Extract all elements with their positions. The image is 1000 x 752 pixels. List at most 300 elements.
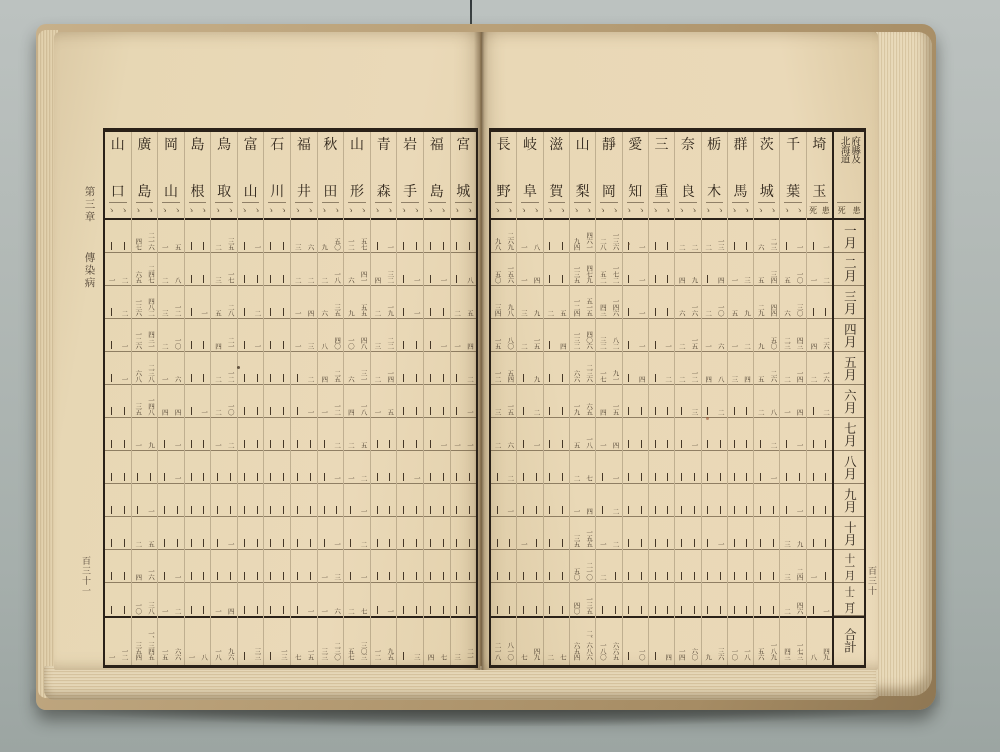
sublabel: ゝ <box>332 205 341 215</box>
prefecture-name-char: 山 <box>163 184 178 200</box>
prefecture-name <box>291 132 317 202</box>
patients-subcell <box>740 418 753 450</box>
deaths-dash <box>191 308 192 316</box>
sublabel: ゝ <box>439 205 448 215</box>
data-cell <box>264 517 290 550</box>
deaths-subcell <box>596 319 609 351</box>
prefecture-header <box>728 132 753 220</box>
deaths-value: 一五 <box>493 337 502 349</box>
total-label <box>834 616 864 662</box>
data-cell <box>371 550 397 583</box>
data-cell <box>675 451 700 484</box>
data-cell <box>570 583 595 616</box>
patients-subcell <box>504 286 517 318</box>
deaths-value: 五七 <box>346 648 355 660</box>
data-cell <box>517 616 542 662</box>
data-cell <box>675 583 700 616</box>
patients-subcell <box>714 484 727 516</box>
column-rows <box>424 220 450 665</box>
patients-subcell <box>330 319 343 351</box>
patients-dash <box>773 606 774 614</box>
data-cell <box>570 286 595 319</box>
data-cell <box>807 616 832 662</box>
data-cell <box>238 583 264 616</box>
deaths-dash <box>297 606 298 614</box>
prefecture-name-char: 賀 <box>549 184 564 200</box>
deaths-dash <box>681 506 682 514</box>
patients-subcell <box>530 550 543 582</box>
patients-dash <box>469 539 470 547</box>
data-cell <box>371 484 397 517</box>
patients-dash <box>283 572 284 580</box>
patients-subcell <box>688 253 701 285</box>
patients-value: 一八九 <box>769 642 778 660</box>
patients-dash <box>746 572 747 580</box>
prefecture-name-char: 良 <box>680 184 695 200</box>
deaths-subcell <box>728 286 741 318</box>
patients-subcell <box>530 286 543 318</box>
patients-subcell <box>118 451 131 483</box>
patients-subcell <box>688 286 701 318</box>
patients-deaths-sublabels <box>570 203 595 218</box>
deaths-subcell <box>807 418 820 450</box>
patients-subcell <box>767 484 780 516</box>
prefecture-header <box>649 132 674 220</box>
month-label <box>834 253 864 286</box>
deaths-dash <box>786 506 787 514</box>
patients-subcell <box>410 451 423 483</box>
patients-subcell <box>437 451 450 483</box>
data-cell <box>451 517 477 550</box>
patients-dash <box>257 606 258 614</box>
prefecture-name-char: 福 <box>429 137 444 153</box>
data-cell <box>318 253 344 286</box>
patients-value: 三二 <box>386 271 395 283</box>
deaths-dash <box>403 506 404 514</box>
patients-value: 四一 <box>359 271 368 283</box>
deaths-subcell <box>318 618 331 662</box>
deaths-value: 二 <box>546 654 555 660</box>
deaths-value: 一 <box>704 343 713 349</box>
data-cell <box>728 418 753 451</box>
patients-dash <box>562 275 563 283</box>
patients-subcell <box>793 484 806 516</box>
data-cell <box>397 253 423 286</box>
data-cell <box>728 616 753 662</box>
data-cell <box>291 220 317 253</box>
deaths-value: 二 <box>160 277 169 283</box>
data-cell <box>754 484 779 517</box>
deaths-subcell <box>596 418 609 450</box>
deaths-dash <box>602 506 603 514</box>
deaths-value: 二九 <box>756 304 765 316</box>
deaths-subcell <box>517 418 530 450</box>
patients-subcell <box>740 286 753 318</box>
patients-dash <box>389 440 390 448</box>
deaths-subcell <box>728 583 741 616</box>
deaths-value: 二一八 <box>493 642 502 660</box>
deaths-value: 一 <box>809 277 818 283</box>
deaths-value: 一二六 <box>134 331 143 349</box>
patients-subcell <box>277 517 290 549</box>
deaths-dash <box>244 473 245 481</box>
deaths-dash <box>655 308 656 316</box>
deaths-value: 五二 <box>598 271 607 283</box>
patients-value: 一二 <box>226 370 235 382</box>
prefecture-name <box>596 132 621 202</box>
patients-dash <box>310 572 311 580</box>
patients-dash <box>283 308 284 316</box>
patients-subcell <box>583 385 596 417</box>
deaths-dash <box>549 572 550 580</box>
data-cell <box>649 253 674 286</box>
deaths-dash <box>707 572 708 580</box>
prefecture-name-char: 川 <box>270 184 285 200</box>
patients-subcell <box>251 385 264 417</box>
patients-value: 四 <box>532 277 541 283</box>
data-cell <box>807 352 832 385</box>
sublabel: ゝ <box>465 205 474 215</box>
patients-dash <box>310 440 311 448</box>
deaths-subcell <box>675 451 688 483</box>
patients-value: 五一五 <box>585 298 594 316</box>
deaths-dash <box>324 473 325 481</box>
patients-deaths-sublabels <box>544 203 569 218</box>
deaths-dash <box>377 572 378 580</box>
patients-dash <box>443 606 444 614</box>
patients-subcell <box>767 352 780 384</box>
patients-subcell <box>635 319 648 351</box>
deaths-subcell <box>491 484 504 516</box>
data-cell <box>544 517 569 550</box>
patients-value: 一〇 <box>173 337 182 349</box>
deaths-dash <box>164 440 165 448</box>
deaths-value: 三 <box>519 310 528 316</box>
sublabel: ゝ <box>385 205 394 215</box>
deaths-subcell <box>291 253 304 285</box>
patients-dash <box>443 374 444 382</box>
patients-subcell <box>144 451 157 483</box>
patients-value: 二 <box>532 409 541 415</box>
deaths-dash <box>270 473 271 481</box>
patients-deaths-sublabels <box>424 203 450 218</box>
patients-subcell <box>118 286 131 318</box>
data-cell <box>344 583 370 616</box>
deaths-value: 三三 <box>320 648 329 660</box>
deaths-subcell <box>544 220 557 252</box>
patients-subcell <box>714 618 727 662</box>
patients-dash <box>720 440 721 448</box>
patients-subcell <box>171 220 184 252</box>
data-cell <box>211 319 237 352</box>
data-cell <box>675 517 700 550</box>
deaths-subcell <box>517 220 530 252</box>
patients-dash <box>825 473 826 481</box>
data-cell <box>424 220 450 253</box>
deaths-dash <box>734 506 735 514</box>
sublabel: ゝ <box>373 205 382 215</box>
patients-value: 五四 <box>506 370 515 382</box>
deaths-value: 二 <box>134 541 143 547</box>
deaths-subcell <box>397 418 410 450</box>
data-cell <box>424 484 450 517</box>
deaths-dash <box>191 539 192 547</box>
patients-value: 一 <box>439 277 448 283</box>
deaths-dash <box>681 606 682 614</box>
patients-subcell <box>410 583 423 616</box>
patients-dash <box>389 506 390 514</box>
patients-dash <box>416 407 417 415</box>
deaths-subcell <box>649 319 662 351</box>
patients-dash <box>667 606 668 614</box>
patients-dash <box>667 440 668 448</box>
patients-value: 三五 <box>226 238 235 250</box>
deaths-subcell <box>318 517 331 549</box>
deaths-subcell <box>132 583 145 616</box>
deaths-subcell <box>291 385 304 417</box>
deaths-dash <box>456 572 457 580</box>
patients-dash <box>203 572 204 580</box>
deaths-dash <box>760 606 761 614</box>
patients-subcell <box>330 220 343 252</box>
patients-subcell <box>609 253 622 285</box>
patients-value: 三五 <box>333 304 342 316</box>
patients-subcell <box>793 286 806 318</box>
deaths-value: 二 <box>519 343 528 349</box>
patients-subcell <box>251 484 264 516</box>
deaths-value: 一 <box>519 244 528 250</box>
patients-value: 三〇 <box>795 304 804 316</box>
patients-subcell <box>609 286 622 318</box>
patients-dash <box>694 606 695 614</box>
patients-subcell <box>583 253 596 285</box>
prefecture-column <box>318 132 345 665</box>
patients-value: 一 <box>120 343 129 349</box>
deaths-subcell <box>158 253 171 285</box>
data-cell <box>596 517 621 550</box>
data-cell <box>211 220 237 253</box>
column-rows <box>649 220 674 665</box>
deaths-value: 一 <box>730 277 739 283</box>
patients-subcell <box>504 418 517 450</box>
patients-subcell <box>583 319 596 351</box>
patients-subcell <box>556 451 569 483</box>
patients-subcell <box>251 286 264 318</box>
data-cell <box>132 484 158 517</box>
patients-subcell <box>688 517 701 549</box>
deaths-subcell <box>264 286 277 318</box>
patients-subcell <box>556 385 569 417</box>
deaths-value: 二 <box>213 409 222 415</box>
deaths-value: 二 <box>493 442 502 448</box>
data-cell <box>728 550 753 583</box>
patients-subcell <box>357 286 370 318</box>
prefecture-name-char: 形 <box>349 184 364 200</box>
patients-subcell <box>793 352 806 384</box>
deaths-subcell <box>702 319 715 351</box>
patients-dash <box>443 506 444 514</box>
patients-subcell <box>330 618 343 662</box>
prefecture-name-char: 山 <box>575 137 590 153</box>
deaths-subcell <box>264 418 277 450</box>
patients-subcell <box>793 550 806 582</box>
deaths-dash <box>217 572 218 580</box>
deaths-subcell <box>264 319 277 351</box>
deaths-subcell <box>211 550 224 582</box>
data-cell <box>675 319 700 352</box>
month-label-text: 五月 <box>842 355 858 381</box>
data-cell <box>318 616 344 662</box>
deaths-subcell <box>318 286 331 318</box>
deaths-dash <box>191 572 192 580</box>
patients-value: 二六九 <box>506 232 515 250</box>
deaths-subcell <box>238 286 251 318</box>
patients-value: 四 <box>585 508 594 514</box>
deaths-dash <box>456 407 457 415</box>
deaths-subcell <box>544 451 557 483</box>
data-cell <box>371 385 397 418</box>
patients-value: 二一 <box>226 337 235 349</box>
deaths-subcell <box>570 418 583 450</box>
patients-subcell <box>330 385 343 417</box>
patients-value: 四九 <box>532 648 541 660</box>
patients-subcell <box>463 484 476 516</box>
deaths-subcell <box>291 517 304 549</box>
patients-subcell <box>118 517 131 549</box>
patients-subcell <box>714 385 727 417</box>
data-cell <box>596 253 621 286</box>
chapter-title: 傳染病 <box>83 252 96 290</box>
patients-value: 八 <box>716 376 725 382</box>
data-cell <box>264 583 290 616</box>
column-rows <box>491 220 516 665</box>
deaths-dash <box>137 473 138 481</box>
deaths-subcell <box>807 385 820 417</box>
data-cell <box>105 352 131 385</box>
deaths-dash <box>111 242 112 250</box>
patients-subcell <box>144 352 157 384</box>
patients-value: 一〇 <box>795 271 804 283</box>
deaths-subcell <box>291 583 304 616</box>
patients-deaths-sublabels <box>238 203 264 218</box>
patients-subcell <box>304 352 317 384</box>
data-cell <box>371 253 397 286</box>
data-cell <box>780 385 805 418</box>
deaths-dash <box>430 606 431 614</box>
patients-dash <box>124 506 125 514</box>
patients-subcell <box>767 418 780 450</box>
deaths-subcell <box>451 220 464 252</box>
deaths-subcell <box>238 253 251 285</box>
deaths-dash <box>403 341 404 349</box>
prefecture-name-char: 岡 <box>163 137 178 153</box>
sublabel: ゝ <box>532 205 541 215</box>
data-cell <box>132 583 158 616</box>
patients-deaths-sublabels <box>291 203 317 218</box>
sublabel: ゝ <box>519 205 528 215</box>
data-cell <box>238 385 264 418</box>
deaths-dash <box>164 572 165 580</box>
deaths-subcell <box>105 418 118 450</box>
patients-dash <box>667 473 668 481</box>
data-cell <box>649 616 674 662</box>
patients-subcell <box>793 385 806 417</box>
prefecture-column <box>491 132 517 665</box>
patients-dash <box>443 572 444 580</box>
column-rows <box>728 220 753 665</box>
patients-dash <box>509 539 510 547</box>
patients-value: 一 <box>173 475 182 481</box>
data-cell <box>318 517 344 550</box>
sublabel: ゝ <box>412 205 421 215</box>
patients-dash <box>283 341 284 349</box>
prefecture-name-char: 葉 <box>786 184 801 200</box>
data-cell <box>132 286 158 319</box>
deaths-subcell <box>158 220 171 252</box>
deaths-value: 二 <box>783 376 792 382</box>
deaths-value: 三 <box>160 310 169 316</box>
prefecture-header <box>623 132 648 220</box>
data-cell <box>675 385 700 418</box>
patients-subcell <box>635 451 648 483</box>
patients-subcell <box>740 220 753 252</box>
data-cell <box>702 451 727 484</box>
patients-subcell <box>437 385 450 417</box>
deaths-value: 二 <box>546 310 555 316</box>
foxing-speck <box>237 366 240 369</box>
month-label <box>834 220 864 253</box>
patients-dash <box>562 242 563 250</box>
patients-value: 九 <box>532 310 541 316</box>
data-cell <box>238 253 264 286</box>
data-cell <box>185 319 211 352</box>
patients-dash <box>177 506 178 514</box>
corner-label-line: 北海道 <box>838 136 850 163</box>
data-cell <box>451 319 477 352</box>
deaths-value: 二 <box>677 244 686 250</box>
patients-subcell <box>357 220 370 252</box>
deaths-subcell <box>675 484 688 516</box>
patients-subcell <box>740 517 753 549</box>
patients-value: 三 <box>412 654 421 660</box>
patients-subcell <box>384 319 397 351</box>
patients-dash <box>443 308 444 316</box>
deaths-subcell <box>185 517 198 549</box>
deaths-subcell <box>344 385 357 417</box>
patients-value: 一 <box>821 608 830 614</box>
prefecture-name <box>517 132 542 202</box>
patients-dash <box>562 572 563 580</box>
sublabel: ゝ <box>240 205 249 215</box>
patients-subcell <box>556 253 569 285</box>
patients-value: 一 <box>333 541 342 547</box>
data-cell <box>344 385 370 418</box>
patients-subcell <box>635 517 648 549</box>
deaths-subcell <box>132 385 145 417</box>
patients-subcell <box>819 618 832 662</box>
prefecture-name-char: 愛 <box>628 137 643 153</box>
deaths-subcell <box>517 352 530 384</box>
deaths-value: 二 <box>677 343 686 349</box>
patients-value: 一七三 <box>795 642 804 660</box>
deaths-subcell <box>570 220 583 252</box>
patients-dash <box>615 572 616 580</box>
patients-deaths-sublabels <box>105 203 131 218</box>
patients-subcell <box>714 319 727 351</box>
patients-subcell <box>437 220 450 252</box>
prefecture-name-char: 宮 <box>456 137 471 153</box>
prefecture-name-char: 岐 <box>522 137 537 153</box>
